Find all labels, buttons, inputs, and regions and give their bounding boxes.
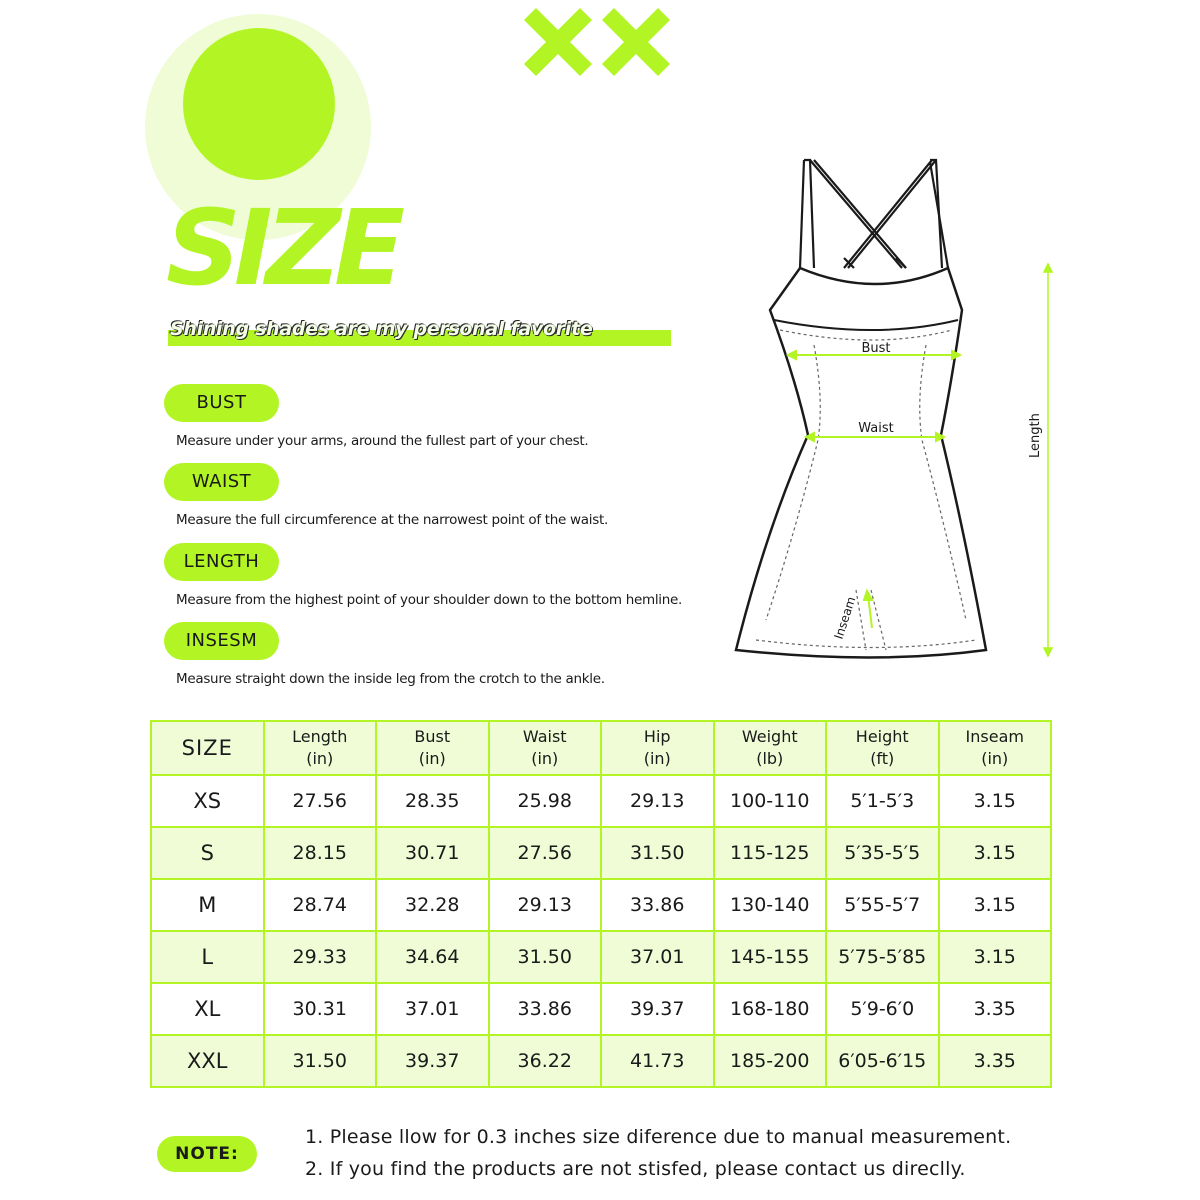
table-cell: 130-140 (714, 879, 827, 931)
table-cell: 29.13 (601, 775, 714, 827)
column-header-unit: (lb) (756, 749, 784, 768)
column-header-unit: (in) (981, 749, 1009, 768)
table-cell: 185-200 (714, 1035, 827, 1087)
table-cell: 145-155 (714, 931, 827, 983)
table-cell: 33.86 (489, 983, 602, 1035)
length-label: Length (1028, 413, 1043, 458)
table-cell: 25.98 (489, 775, 602, 827)
note-line-1: 1. Please llow for 0.3 inches size diference due to manual measurement. (305, 1126, 1012, 1148)
table-cell: 36.22 (489, 1035, 602, 1087)
column-header-unit: (in) (643, 749, 671, 768)
note-line-2: 2. If you find the products are not stisfed, please contact us direclly. (305, 1158, 966, 1180)
column-header-unit: (in) (306, 749, 334, 768)
column-header-bust (376, 721, 489, 775)
size-chart-table (150, 720, 1052, 1088)
table-cell: 39.37 (601, 983, 714, 1035)
inseam-label: Inseam (831, 594, 859, 641)
size-cell: XL (151, 983, 264, 1035)
table-cell: 5′75-5′85 (826, 931, 939, 983)
column-header-name: Inseam (965, 727, 1024, 746)
table-cell: 5′55-5′7 (826, 879, 939, 931)
column-header-height (826, 721, 939, 775)
table-cell: 3.35 (939, 1035, 1052, 1087)
table-cell: 34.64 (376, 931, 489, 983)
column-header-name: Bust (414, 727, 451, 746)
double-x-icon (520, 6, 680, 86)
column-header-name: SIZE (181, 736, 233, 760)
table-cell: 29.13 (489, 879, 602, 931)
column-header-unit: (in) (531, 749, 559, 768)
inseam-pill: INSESM (164, 622, 279, 660)
table-cell: 41.73 (601, 1035, 714, 1087)
waist-label: Waist (858, 421, 894, 436)
table-cell: 168-180 (714, 983, 827, 1035)
column-header-name: Height (855, 727, 909, 746)
length-description: Measure from the highest point of your shoulder down to the bottom hemline. (176, 592, 683, 608)
table-body (151, 775, 1051, 1087)
length-pill: LENGTH (164, 543, 279, 581)
size-cell: L (151, 931, 264, 983)
table-cell: 115-125 (714, 827, 827, 879)
table-cell: 31.50 (264, 1035, 377, 1087)
table-cell: 28.35 (376, 775, 489, 827)
table-cell: 28.74 (264, 879, 377, 931)
size-cell: XXL (151, 1035, 264, 1087)
table-cell: 37.01 (601, 931, 714, 983)
table-cell: 100-110 (714, 775, 827, 827)
table-row (151, 983, 1051, 1035)
table-cell: 37.01 (376, 983, 489, 1035)
table-cell: 3.35 (939, 983, 1052, 1035)
size-cell: XS (151, 775, 264, 827)
dress-outline (736, 268, 986, 658)
table-cell: 31.50 (489, 931, 602, 983)
table-cell: 31.50 (601, 827, 714, 879)
size-cell: S (151, 827, 264, 879)
table-cell: 30.31 (264, 983, 377, 1035)
column-header-weight (714, 721, 827, 775)
column-header-size (151, 721, 264, 775)
table-cell: 28.15 (264, 827, 377, 879)
table-cell: 5′1-5′3 (826, 775, 939, 827)
bust-description: Measure under your arms, around the fullest part of your chest. (176, 433, 589, 449)
length-arrow (1044, 264, 1052, 656)
column-header-name: Hip (643, 727, 671, 746)
table-row (151, 1035, 1051, 1087)
table-cell: 3.15 (939, 775, 1052, 827)
table-cell: 29.33 (264, 931, 377, 983)
bust-pill: BUST (164, 384, 279, 422)
table-cell: 6′05-6′15 (826, 1035, 939, 1087)
tagline: Shining shades are my personal favorite (170, 318, 593, 340)
column-header-name: Waist (522, 727, 567, 746)
column-header-unit: (in) (418, 749, 446, 768)
dress-straps (800, 160, 948, 268)
bust-label: Bust (861, 341, 891, 356)
page-title: SIZE (166, 187, 399, 309)
table-cell: 3.15 (939, 879, 1052, 931)
inseam-description: Measure straight down the inside leg from the crotch to the ankle. (176, 671, 605, 687)
column-header-waist (489, 721, 602, 775)
table-cell: 33.86 (601, 879, 714, 931)
table-cell: 30.71 (376, 827, 489, 879)
size-cell: M (151, 879, 264, 931)
column-header-length (264, 721, 377, 775)
table-cell: 3.15 (939, 931, 1052, 983)
table-cell: 39.37 (376, 1035, 489, 1087)
table-cell: 27.56 (264, 775, 377, 827)
table-cell: 3.15 (939, 827, 1052, 879)
table-cell: 27.56 (489, 827, 602, 879)
column-header-name: Weight (741, 727, 798, 746)
table-row (151, 931, 1051, 983)
table-cell: 5′9-6′0 (826, 983, 939, 1035)
table-cell: 5′35-5′5 (826, 827, 939, 879)
column-header-hip (601, 721, 714, 775)
note-pill: NOTE: (157, 1136, 257, 1172)
column-header-unit: (ft) (870, 749, 895, 768)
decorative-circle-inner (183, 28, 335, 180)
table-header-row (151, 721, 1051, 775)
column-header-name: Length (292, 727, 348, 746)
table-row (151, 879, 1051, 931)
dress-diagram (726, 150, 1056, 670)
waist-pill: WAIST (164, 463, 279, 501)
table-cell: 32.28 (376, 879, 489, 931)
column-header-inseam (939, 721, 1052, 775)
table-row (151, 827, 1051, 879)
table-row (151, 775, 1051, 827)
waist-description: Measure the full circumference at the narrowest point of the waist. (176, 512, 608, 528)
